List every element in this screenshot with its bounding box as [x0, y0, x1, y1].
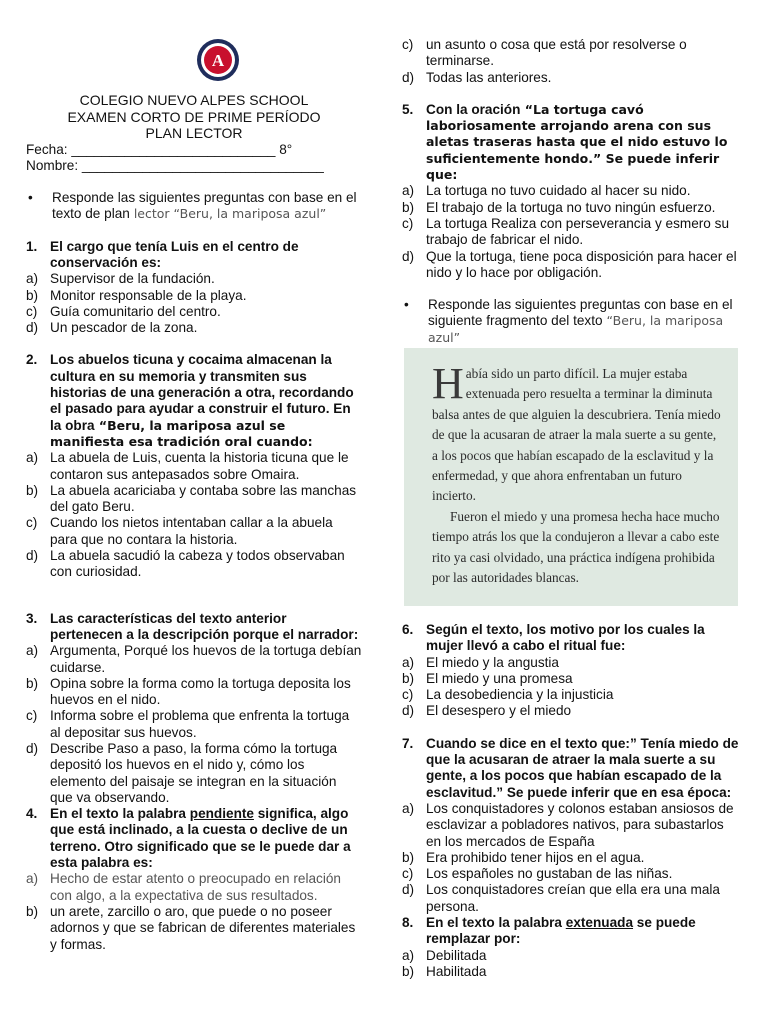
question-5: 5. Con la oración “La tortuga cavó laboriosamente arrojando arena con sus aletas traseras hasta que el nido estuvo lo suficientemente hondo.” Se puede inferir que: a) La tortuga no tuvo cuidado al hacer su nido. b) El trabajo de la tortuga no tuvo ningún esfuerzo. c) La tortuga Realiza con perseverancia y esmero su trabajo de fabricar el nido. d) Que la tortuga, tiene poca disposición para hacer el nido y lo hace por obligación.	[402, 102, 740, 281]
option-4b[interactable]: b) un arete, zarcillo o aro, que puede o no poseer adornos y que se fabrican de diferentes materiales y formas.	[26, 903, 356, 952]
option-5d[interactable]: d) Que la tortuga, tiene poca disposición para hacer el nido y lo hace por obligación.	[402, 248, 737, 280]
option-6c[interactable]: c) La desobediencia y la injusticia	[402, 687, 614, 703]
bullet-icon: •	[404, 297, 409, 313]
left-column	[26, 0, 362, 953]
option-2c[interactable]: c) Cuando los nietos intentaban callar a la abuela para que no contara la historia.	[26, 515, 333, 547]
option-5c[interactable]: c) La tortuga Realiza con perseverancia y esmero su trabajo de fabricar el nido.	[402, 215, 729, 248]
question-7: 7. Cuando se dice en el texto que:” Tenía miedo de que la acusaran de atraer la mala suerte a su gente, a los pocos que habían escapado de la esclavitud.” Se puede inferir que en esa época: a) Los conquistadores y colonos estaban ansiosos de esclavizar a pobladores nativos, para subastarlos en los mercados de España b) Era prohibido tener hijos en el agua. c) Los españoles no gustaban de las niñas. d) Los conquistadores creían que ella era una mala persona.	[402, 735, 739, 914]
option-2b[interactable]: b) La abuela acariciaba y contaba sobre las manchas del gato Beru.	[26, 482, 357, 515]
option-2d[interactable]: d) La abuela sacudió la cabeza y todos observaban con curiosidad.	[26, 548, 345, 580]
question-2: 2. Los abuelos ticuna y cocaima almacenan la cultura en su memoria y transmiten sus historias de una generación a otra, recordando el pasado para ayudar a construir el futuro. En la obra “Beru, la mariposa azul se manifiesta esa tradición oral cuando: a) La abuela de Luis, cuenta la historia ticuna que le contaron sus antepasados sobre Omaira. b) La abuela acariciaba y contaba sobre las manchas del gato Beru. c) Cuando los nietos intentaban callar a la abuela para que no contara la historia. d) La abuela sacudió la cabeza y todos observaban con curiosidad.	[26, 352, 362, 580]
option-4a[interactable]: a) Hecho de estar atento o preocupado en relación con algo, a la expectativa de sus resultados.	[26, 871, 341, 903]
exam-title: EXAMEN CORTO DE PRIME PERÍODO	[67, 108, 321, 125]
option-7b[interactable]: b) Era prohibido tener hijos en el agua.	[402, 849, 645, 865]
drop-cap: H	[432, 359, 464, 408]
fragment-paragraph-1: abía sido un parto difícil. La mujer estaba extenuada pero resuelta a terminar la diminuta balsa antes de que alguien la descubriera. Tenía miedo de que la acusaran de atraer la mala suerte a su gente, a los pocos que habían escapado de la esclavitud y la enfermedad, y que ahora enfrentaban un futuro incierto.	[432, 366, 721, 504]
logo-letter: A	[211, 51, 225, 70]
option-7d[interactable]: d) Los conquistadores creían que ella era una mala persona.	[402, 882, 720, 914]
option-2a[interactable]: a) La abuela de Luis, cuenta la historia ticuna que le contaron sus antepasados sobre Omaira.	[26, 450, 349, 482]
option-5a[interactable]: a) La tortuga no tuvo cuidado al hacer su nido.	[402, 183, 691, 199]
question-4: 4. En el texto la palabra pendiente significa, algo que está inclinado, a la cuesta o declive de un terreno. Otro significado que se le puede dar a esta palabra es: a) Hecho de estar atento o preocupado en relación con algo, a la expectativa de sus resultados. b) un arete, zarcillo o aro, que puede o no poseer adornos y que se fabrican de diferentes materiales y formas.	[26, 806, 362, 953]
subject-title: PLAN LECTOR	[145, 125, 243, 141]
question-3: 3. Las características del texto anterior pertenecen a la descripción porque el narrador: a) Argumenta, Porqué los huevos de la tortuga debían cuidarse. b) Opina sobre la forma como la tortuga deposita los huevos en el nido. c) Informa sobre el problema que enfrenta la tortuga al depositar sus huevos. d) Describe Paso a paso, la forma cómo la tortuga depositó los huevos en el nido y, cómo los elemento del paisaje se integran en la situación que va observando.	[26, 610, 362, 805]
keyword-pendiente: pendiente	[189, 806, 254, 822]
keyword-extenuada: extenuada	[565, 915, 634, 931]
question-8: 8. En el texto la palabra extenuada se puede remplazar por: a) Debilitada b) Habilitada	[402, 915, 740, 980]
option-8b[interactable]: b) Habilitada	[402, 963, 487, 979]
option-1c[interactable]: c) Guía comunitario del centro.	[26, 303, 221, 319]
option-6d[interactable]: d) El desespero y el miedo	[402, 703, 572, 719]
option-4d[interactable]: d) Todas las anteriores.	[402, 69, 552, 85]
option-5b[interactable]: b) El trabajo de la tortuga no tuvo ningún esfuerzo.	[402, 199, 716, 215]
instruction-2: • Responde las siguientes preguntas con base en el siguiente fragmento del texto “Beru, la mariposa azul”	[404, 297, 733, 345]
option-1b[interactable]: b) Monitor responsable de la playa.	[26, 287, 247, 303]
option-3b[interactable]: b) Opina sobre la forma como la tortuga deposita los huevos en el nido.	[26, 675, 351, 708]
question-1: 1. El cargo que tenía Luis en el centro de conservación es: a) Supervisor de la fundación. b) Monitor responsable de la playa. c) Guía comunitario del centro. d) Un pescador de la zona.	[26, 239, 362, 337]
instruction-1: • Responde las siguientes preguntas con base en el texto de plan lector “Beru, la mariposa azul”	[28, 190, 357, 222]
option-6a[interactable]: a) El miedo y la angustia	[402, 654, 559, 670]
school-name: COLEGIO NUEVO ALPES SCHOOL	[79, 92, 309, 108]
option-1a[interactable]: a) Supervisor de la fundación.	[26, 271, 215, 287]
option-7a[interactable]: a) Los conquistadores y colonos estaban ansiosos de esclavizar a pobladores nativos, para subastarlos en los mercados de España	[402, 800, 734, 849]
fecha-line: Fecha: ___________________________ 8°	[26, 141, 293, 157]
fragment-paragraph-2: Fueron el miedo y una promesa hecha hace mucho tiempo atrás los que la condujeron a llevar a cabo este rito ya casi olvidado, una práctica indígena prohibida por las autoridades blancas.	[432, 508, 720, 586]
option-8a[interactable]: a) Debilitada	[402, 947, 487, 963]
option-3a[interactable]: a) Argumenta, Porqué los huevos de la tortuga debían cuidarse.	[26, 643, 362, 675]
nombre-line: Nombre: ________________________________	[26, 157, 324, 173]
right-column-lower	[402, 622, 740, 980]
option-6b[interactable]: b) El miedo y una promesa	[402, 670, 573, 686]
option-3c[interactable]: c) Informa sobre el problema que enfrenta la tortuga al depositar sus huevos.	[26, 708, 350, 740]
option-7c[interactable]: c) Los españoles no gustaban de las niñas.	[402, 866, 673, 882]
option-3d[interactable]: d) Describe Paso a paso, la forma cómo la tortuga depositó los huevos en el nido y, cómo los elemento del paisaje se integran en la situación que va observando.	[26, 741, 338, 805]
option-4c[interactable]: c) un asunto o cosa que está por resolverse o terminarse.	[402, 37, 687, 69]
option-1d[interactable]: d) Un pescador de la zona.	[26, 320, 198, 336]
text-fragment-image	[404, 348, 738, 606]
bullet-icon: •	[28, 190, 33, 206]
question-6: 6. Según el texto, los motivo por los cuales la mujer llevó a cabo el ritual fue: a) El miedo y la angustia b) El miedo y una promesa c) La desobediencia y la injusticia d) El desespero y el miedo	[402, 622, 740, 720]
right-column	[402, 0, 740, 346]
